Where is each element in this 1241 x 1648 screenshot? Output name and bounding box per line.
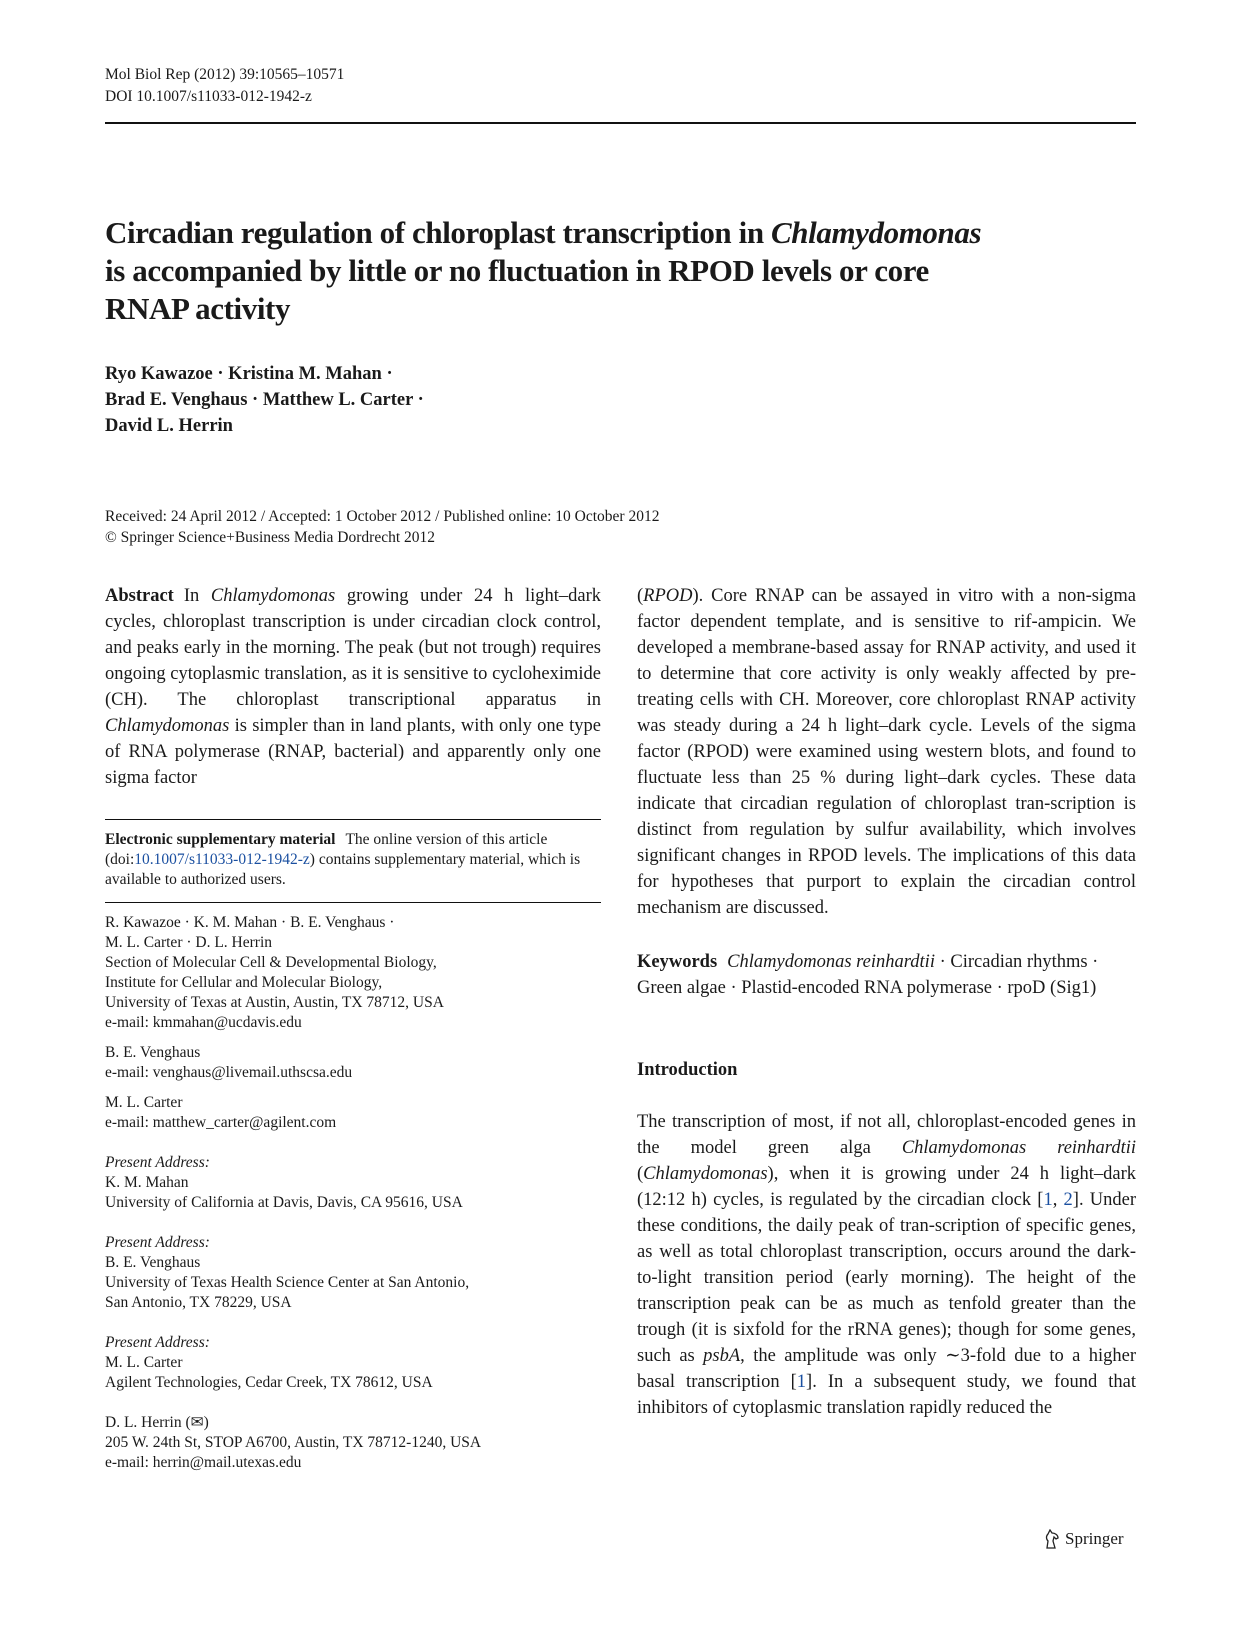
- present-address-mahan: University of California at Davis, Davis, CA 95616, USA: [105, 1194, 463, 1211]
- present-address-carter: Agilent Technologies, Cedar Creek, TX 78612, USA: [105, 1374, 433, 1391]
- title-part2: is accompanied by little or no fluctuation in RPOD levels or core: [105, 253, 929, 288]
- present-address-venghaus-1: University of Texas Health Science Center at San Antonio,: [105, 1274, 470, 1291]
- journal-header: [105, 64, 344, 108]
- present-address-2: [105, 1233, 601, 1313]
- abstract-text-3: is simpler than in land plants, with only one type of RNA polymerase (RNAP, bacterial) and apparently only one sigma factor: [105, 716, 601, 788]
- intro-text-5: ]. Under these conditions, the daily peak of tran-scription of specific genes, as well as total chloroplast transcription, occurs around the dark-to-light transition period (early morning). The height of the transcription peak can be as much as tenfold greater than the trough (it is sixfold for the rRNA genes); though for some genes, such as: [637, 1190, 1136, 1366]
- email-herrin[interactable]: e-mail: herrin@mail.utexas.edu: [105, 1454, 302, 1471]
- affiliation-authors-1: R. Kawazoe · K. M. Mahan · B. E. Venghaus ·: [105, 914, 395, 931]
- present-address-1: [105, 1153, 601, 1213]
- supplementary-note: [105, 830, 601, 890]
- citation-link-1[interactable]: 1: [1043, 1190, 1053, 1210]
- affiliation-block-1: [105, 913, 601, 1033]
- author-name-venghaus: B. E. Venghaus: [105, 1044, 201, 1061]
- article-title: [105, 214, 1136, 328]
- title-part1: Circadian regulation of chloroplast transcription in: [105, 215, 772, 250]
- title-italic: Chlamydomonas: [771, 215, 982, 250]
- abstract-text-1: In: [183, 586, 211, 606]
- journal-citation: Mol Biol Rep (2012) 39:10565–10571: [105, 66, 345, 83]
- left-column: [105, 583, 601, 1473]
- supplementary-rule-bottom: [105, 902, 601, 903]
- keywords: [637, 949, 1136, 1001]
- publisher-name: Springer: [1065, 1529, 1124, 1548]
- affiliation-block-3: [105, 1093, 601, 1133]
- present-name-carter: M. L. Carter: [105, 1354, 183, 1371]
- email-carter[interactable]: e-mail: matthew_carter@agilent.com: [105, 1114, 337, 1131]
- doi-line: DOI 10.1007/s11033-012-1942-z: [105, 88, 312, 105]
- abstract-left: [105, 583, 601, 791]
- introduction-heading: Introduction: [637, 1060, 738, 1080]
- springer-horse-icon: [1043, 1529, 1061, 1549]
- citation-link-2[interactable]: 2: [1063, 1190, 1073, 1210]
- intro-text-2: (: [637, 1164, 644, 1184]
- abstract-text-2: growing under 24 h light–dark cycles, chloroplast transcription is under circadian clock control, and peaks early in the morning. The peak (but not trough) requires ongoing cytoplasmic translation, as it is sensitive to cycloheximide (CH). The chloroplast transcriptional apparatus in: [105, 586, 601, 710]
- intro-italic-1: Chlamydomonas reinhardtii: [901, 1138, 1136, 1158]
- supplementary-rule-top: [105, 819, 601, 820]
- author-list: [105, 361, 665, 439]
- email-venghaus[interactable]: e-mail: venghaus@livemail.uthscsa.edu: [105, 1064, 353, 1081]
- intro-text-3: ), when it is growing under 24 h light–dark (12:12 h) cycles, is regulated by the circadian clock [: [637, 1164, 1136, 1210]
- header-rule: [105, 122, 1136, 124]
- keywords-list: · Circadian rhythms · Green algae · Plastid-encoded RNA polymerase · rpoD (Sig1): [637, 952, 1099, 998]
- email-mahan[interactable]: e-mail: kmmahan@ucdavis.edu: [105, 1014, 302, 1031]
- corresponding-name-end: ): [203, 1414, 209, 1431]
- authors-line-2: Brad E. Venghaus · Matthew L. Carter ·: [105, 390, 424, 410]
- author-name-carter: M. L. Carter: [105, 1094, 183, 1111]
- abstract-rpod-italic: RPOD: [643, 586, 693, 606]
- abstract-label: Abstract: [105, 586, 174, 606]
- intro-italic-psba: psbA: [703, 1346, 741, 1366]
- present-address-3: [105, 1333, 601, 1393]
- title-part3: RNAP activity: [105, 291, 291, 326]
- abstract-italic-2: Chlamydomonas: [105, 716, 230, 736]
- corresponding-author: [105, 1413, 601, 1473]
- keywords-label: Keywords: [637, 952, 718, 972]
- abstract-italic-1: Chlamydomonas: [210, 586, 336, 606]
- corresponding-address: 205 W. 24th St, STOP A6700, Austin, TX 78712-1240, USA: [105, 1434, 482, 1451]
- affiliation-institute: Institute for Cellular and Molecular Biology,: [105, 974, 383, 991]
- affiliation-section: Section of Molecular Cell & Developmental Biology,: [105, 954, 437, 971]
- present-name-mahan: K. M. Mahan: [105, 1174, 189, 1191]
- intro-text-6: , the amplitude was only ∼3-fold due to a higher basal transcription [: [637, 1346, 1137, 1392]
- right-column: [637, 583, 1136, 1421]
- present-address-label: Present Address:: [105, 1154, 210, 1171]
- supplementary-label: Electronic supplementary material: [105, 831, 336, 848]
- supplementary-text-1: The online version of this article (doi:: [105, 831, 548, 868]
- present-name-venghaus: B. E. Venghaus: [105, 1254, 201, 1271]
- intro-text-1: The transcription of most, if not all, chloroplast-encoded genes in the model green alga: [637, 1112, 1136, 1158]
- affiliation-university: University of Texas at Austin, Austin, TX 78712, USA: [105, 994, 444, 1011]
- present-address-venghaus-2: San Antonio, TX 78229, USA: [105, 1294, 292, 1311]
- supplementary-text-2: ) contains supplementary material, which is available to authorized users.: [105, 851, 581, 888]
- citation-link-3[interactable]: 1: [796, 1372, 807, 1392]
- abstract-paren-open: (: [637, 586, 644, 606]
- abstract-text-4: ). Core RNAP can be assayed in vitro with a non-sigma factor dependent template, and is sensitive to rif-ampicin. We developed a membrane-based assay for RNAP activity, and used it to determine that core activity is only weakly affected by pre-treating cells with CH. Moreover, core chloroplast RNAP activity was steady during a 24 h light–dark cycle. Levels of the sigma factor (RPOD) were examined using western blots, and found to fluctuate less than 25 % during light–dark cycles. These data indicate that circadian regulation of chloroplast tran-scription is distinct from regulation by sulfur availability, which involves significant changes in RPOD levels. The implications of this data for hypotheses that purport to explain the circadian control mechanism are discussed.: [637, 586, 1136, 918]
- corresponding-name: D. L. Herrin (: [105, 1414, 191, 1431]
- supplementary-doi-link[interactable]: 10.1007/s11033-012-1942-z: [134, 851, 310, 868]
- affiliation-authors-2: M. L. Carter · D. L. Herrin: [105, 934, 273, 951]
- present-address-label: Present Address:: [105, 1334, 210, 1351]
- keyword-italic: Chlamydomonas reinhardtii: [727, 952, 935, 972]
- publisher-footer: [1043, 1527, 1124, 1551]
- copyright-line: © Springer Science+Business Media Dordrecht 2012: [105, 529, 436, 546]
- intro-italic-2: Chlamydomonas: [643, 1164, 768, 1184]
- envelope-icon: ✉: [190, 1414, 204, 1431]
- authors-line-1: Ryo Kawazoe · Kristina M. Mahan ·: [105, 364, 393, 384]
- received-accepted-line: Received: 24 April 2012 / Accepted: 1 October 2012 / Published online: 10 October 2012: [105, 508, 660, 525]
- authors-line-3: David L. Herrin: [105, 416, 233, 436]
- abstract-right: [637, 583, 1136, 921]
- intro-text-4: ,: [1052, 1190, 1064, 1210]
- publication-dates: [105, 506, 1005, 548]
- present-address-label: Present Address:: [105, 1234, 210, 1251]
- intro-text-7: ]. In a subsequent study, we found that inhibitors of cytoplasmic translation rapidly reduced the: [637, 1372, 1136, 1418]
- introduction-paragraph: [637, 1109, 1136, 1421]
- affiliation-block-2: [105, 1043, 601, 1083]
